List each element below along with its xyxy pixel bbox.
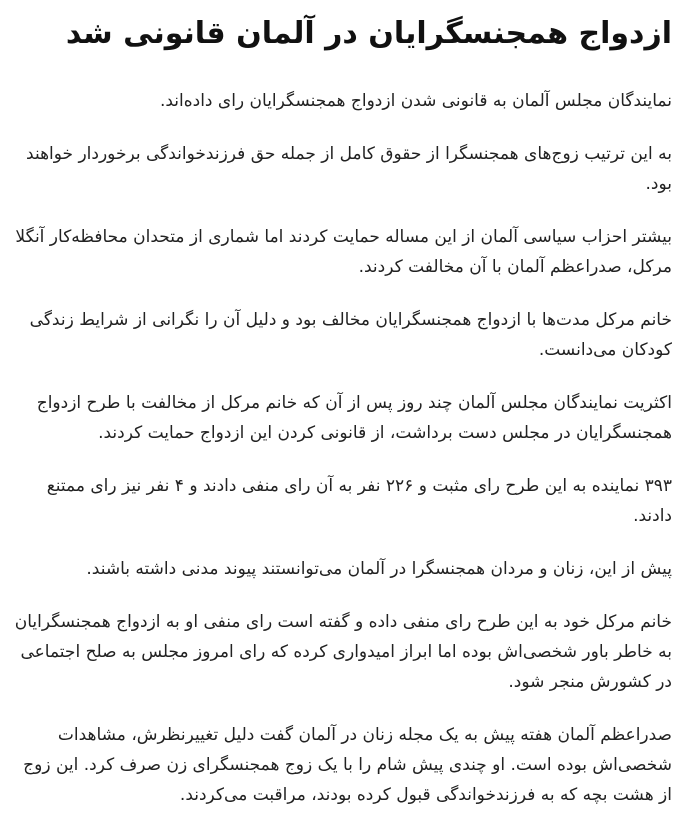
article-paragraph-7: پیش از این، زنان و مردان همجنسگرا در آلمان می‌توانستند پیوند مدنی داشته باشند.	[86, 559, 672, 579]
article-paragraph-2: به این ترتیب زوج‌های همجنسگرا از حقوق کامل از جمله حق فرزندخواندگی برخوردار خواهند بود.	[26, 144, 672, 194]
article-paragraph-1: نمایندگان مجلس آلمان به قانونی شدن ازدواج همجنسگرایان رای داده‌اند.	[159, 91, 672, 111]
article-title: ازدواج همجنسگرایان در آلمان قانونی شد	[65, 16, 672, 51]
article-paragraph-9: صدراعظم آلمان هفته پیش به یک مجله زنان در آلمان گفت دلیل تغییرنظرش، مشاهدات شخصی‌اش بوده است. او چندی پیش شام را با یک زوج همجنسگرای زن صرف کرد. این زوج از هشت بچه که به فرزندخواندگی قبول کرده بودند، مراقبت می‌کردند.	[23, 725, 672, 805]
article-paragraph-3: بیشتر احزاب سیاسی آلمان از این مساله حمایت کردند اما شماری از متحدان محافظه‌کار آنگلا مرکل، صدراعظم آلمان با آن مخالفت کردند.	[15, 227, 672, 277]
article-paragraph-8: خانم مرکل خود به این طرح رای منفی داده و گفته است رای منفی او به ازدواج همجنسگرایان به خاطر باور شخصی‌اش بوده اما ابراز امیدواری کرده که رای امروز مجلس به صلح اجتماعی در کشورش منجر شود.	[14, 612, 672, 692]
article	[10, 0, 672, 833]
article-paragraph-6: ۳۹۳ نماینده به این طرح رای مثبت و ۲۲۶ نفر به آن رای منفی دادند و ۴ نفر نیز رای ممتنع دادند.	[46, 476, 672, 526]
article-paragraph-4: خانم مرکل مدت‌ها با ازدواج همجنسگرایان مخالف بود و دلیل آن را نگرانی از شرایط زندگی کودکان می‌دانست.	[29, 310, 672, 360]
article-paragraph-5: اکثریت نمایندگان مجلس آلمان چند روز پس از آن که خانم مرکل از مخالفت با طرح ازدواج همجنسگرایان در مجلس دست برداشت، از قانونی کردن این ازدواج حمایت کردند.	[36, 393, 672, 443]
